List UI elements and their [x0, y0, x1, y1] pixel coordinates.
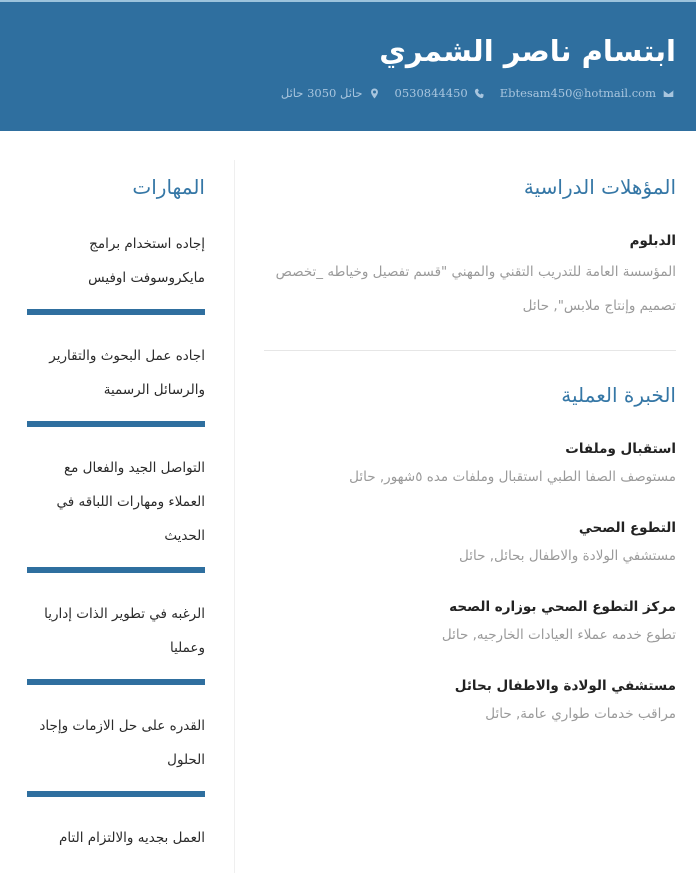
- skill-label: العمل بجديه والالتزام التام: [59, 830, 205, 846]
- experience-list: [264, 441, 676, 757]
- email-text: Ebtesam450@hotmail.com: [499, 86, 656, 100]
- contact-location: [281, 86, 381, 100]
- education-heading: المؤهلات الدراسية: [523, 175, 676, 199]
- experience-item-description: مستشفي الولادة والاطفال بحائل, حائل: [458, 548, 676, 564]
- candidate-name: ابتسام ناصر الشمري: [379, 34, 676, 68]
- experience-item-description: مستوصف الصفا الطبي استقبال وملفات مده ٥شهور, حائل: [349, 469, 676, 485]
- contact-email[interactable]: [500, 86, 674, 100]
- experience-heading: الخبرة العملية: [561, 383, 676, 407]
- skill-item: [27, 339, 205, 427]
- experience-item: [264, 678, 676, 757]
- skill-item: [27, 821, 205, 855]
- skill-label: التواصل الجيد والفعال مع العملاء ومهارات اللباقه في الحديث: [56, 460, 205, 544]
- skill-label: الرغبه في تطوير الذات إداريا وعمليا: [44, 606, 205, 656]
- map-marker-icon: [369, 87, 381, 99]
- education-item: [264, 233, 676, 323]
- experience-item: [264, 441, 676, 520]
- experience-item-title: مركز التطوع الصحي بوزاره الصحه: [449, 599, 676, 615]
- skill-label: إجاده استخدام برامج مايكروسوفت اوفيس: [88, 236, 205, 286]
- skill-label: اجاده عمل البحوث والتقارير والرسائل الرسمية: [49, 348, 205, 398]
- education-item-title: الدبلوم: [629, 233, 676, 249]
- skills-list: [27, 227, 205, 855]
- experience-item-title: استقبال وملفات: [565, 441, 676, 457]
- skill-item: [27, 709, 205, 797]
- column-divider: [234, 160, 235, 873]
- phone-text: 0530844450: [394, 86, 468, 100]
- section-divider: [264, 350, 676, 351]
- experience-item: [264, 520, 676, 599]
- phone-icon: [474, 87, 486, 99]
- envelope-icon: [662, 87, 674, 99]
- education-item-description: المؤسسة العامة للتدريب التقني والمهني "قسم تفصيل وخياطه _تخصص تصميم وإنتاج ملابس", حائل: [275, 264, 676, 314]
- experience-item-title: التطوع الصحي: [578, 520, 676, 536]
- skill-item: [27, 451, 205, 573]
- skills-heading: المهارات: [132, 175, 205, 199]
- contact-phone[interactable]: [395, 86, 486, 100]
- location-text: حائل 3050 حائل: [280, 86, 363, 100]
- contact-info: [267, 86, 674, 100]
- resume-header: [0, 2, 696, 131]
- experience-item-description: مراقب خدمات طواري عامة, حائل: [485, 706, 676, 722]
- experience-item-description: تطوع خدمه عملاء العيادات الخارجيه, حائل: [441, 627, 676, 643]
- experience-item-title: مستشفي الولادة والاطفال بحائل: [454, 678, 676, 694]
- skill-item: [27, 597, 205, 685]
- skill-label: القدره على حل الازمات وإجاد الحلول: [39, 718, 205, 768]
- experience-item: [264, 599, 676, 678]
- skill-item: [27, 227, 205, 315]
